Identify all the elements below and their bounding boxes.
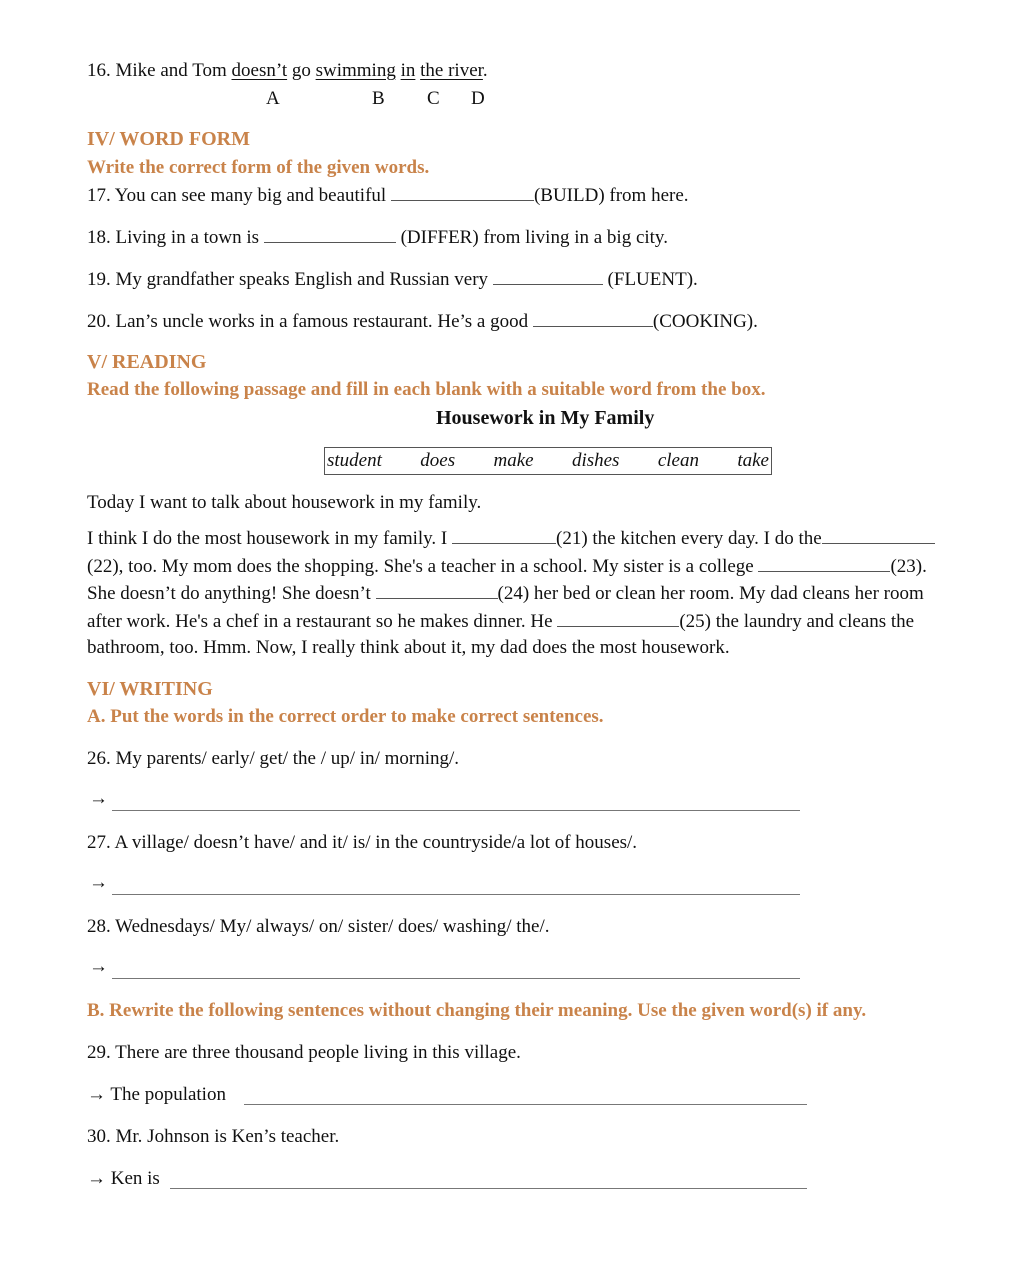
passage-line-5: bathroom, too. Hmm. Now, I really think about it, my dad does the most housework. [87, 637, 730, 658]
passage-line-2 [87, 555, 927, 578]
q19-blank[interactable] [493, 268, 603, 285]
q20-text: 20. Lan’s uncle works in a famous restaurant. He’s a good [87, 311, 529, 332]
q16-label-c: C [427, 88, 440, 109]
section-5-instruction: Read the following passage and fill in each blank with a suitable word from the box. [87, 379, 766, 400]
q16-option-b: swimming [315, 60, 396, 81]
question-29: 29. There are three thousand people living in this village. [87, 1042, 521, 1063]
question-16 [87, 60, 488, 82]
passage-text: (24) her bed or clean her room. My dad cleans her room [497, 583, 924, 604]
section-6-heading: VI/ WRITING [87, 678, 213, 700]
blank-21[interactable] [452, 527, 556, 544]
section-4-heading: IV/ WORD FORM [87, 128, 250, 150]
q16-period: . [482, 60, 488, 81]
section-5-heading: V/ READING [87, 351, 207, 373]
q19-text: 19. My grandfather speaks English and Russian very [87, 269, 489, 290]
q16-label-b: B [372, 88, 385, 109]
blank-24[interactable] [376, 582, 498, 599]
section-4-instruction: Write the correct form of the given words. [87, 157, 430, 178]
passage-text: She doesn’t do anything! She doesn’t [87, 583, 371, 604]
blank-22[interactable] [822, 527, 935, 544]
q16-label-d: D [471, 88, 485, 109]
answer-line-29[interactable] [244, 1104, 807, 1105]
q20-blank[interactable] [533, 310, 653, 327]
q17-text: 17. You can see many big and beautiful [87, 185, 387, 206]
question-20 [87, 310, 758, 333]
word-box [324, 447, 772, 475]
passage-text: I think I do the most housework in my family. I [87, 528, 448, 549]
answer-30-start: → Ken is [87, 1168, 160, 1189]
word-box-item: does [420, 450, 456, 471]
q16-option-d: the river [420, 60, 483, 81]
arrow-icon: → [89, 788, 108, 809]
answer-29-start: → The population [87, 1084, 226, 1105]
blank-23[interactable] [758, 555, 890, 572]
question-30: 30. Mr. Johnson is Ken’s teacher. [87, 1126, 340, 1147]
q18-text: 18. Living in a town is [87, 227, 260, 248]
section-6b-instruction: B. Rewrite the following sentences without changing their meaning. Use the given word(s) if any. [87, 1000, 867, 1021]
word-box-item: student [327, 450, 382, 471]
question-17 [87, 184, 689, 207]
word-box-item: dishes [571, 450, 620, 471]
word-box-item: make [493, 450, 534, 471]
passage-line-1 [87, 527, 935, 550]
q16-option-c: in [400, 60, 416, 81]
question-27: 27. A village/ doesn’t have/ and it/ is/ in the countryside/a lot of houses/. [87, 832, 638, 853]
passage-text: after work. He's a chef in a restaurant so he makes dinner. He [87, 611, 553, 632]
answer-line-30[interactable] [170, 1188, 807, 1189]
answer-line-26[interactable] [112, 810, 800, 811]
passage-line-3 [87, 582, 924, 605]
q16-text-mid: go [291, 60, 311, 81]
passage-text: (22), too. My mom does the shopping. She's a teacher in a school. My sister is a college [87, 556, 754, 577]
question-28: 28. Wednesdays/ My/ always/ on/ sister/ does/ washing/ the/. [87, 916, 550, 937]
answer-line-28[interactable] [112, 978, 800, 979]
passage-title: Housework in My Family [436, 407, 655, 429]
passage-text: (23). [890, 556, 927, 577]
q19-hint: (FLUENT). [607, 269, 698, 290]
q16-option-a: doesn’t [231, 60, 288, 81]
answer-line-27[interactable] [112, 894, 800, 895]
passage-line-4 [87, 610, 914, 633]
q16-text: 16. Mike and Tom [87, 60, 227, 81]
q20-hint: (COOKING). [652, 311, 758, 332]
passage-text: (25) the laundry and cleans the [679, 611, 915, 632]
q17-hint: (BUILD) from here. [533, 185, 689, 206]
q16-label-a: A [266, 88, 280, 109]
arrow-icon: → [89, 872, 108, 893]
passage-text: (21) the kitchen every day. I do the [556, 528, 822, 549]
question-18 [87, 226, 668, 249]
question-26: 26. My parents/ early/ get/ the / up/ in/ morning/. [87, 748, 460, 769]
blank-25[interactable] [557, 610, 679, 627]
question-19 [87, 268, 698, 291]
arrow-icon: → [89, 956, 108, 977]
word-box-item: clean [657, 450, 699, 471]
q18-hint: (DIFFER) from living in a big city. [400, 227, 668, 248]
q18-blank[interactable] [264, 226, 396, 243]
word-box-item: take [737, 450, 769, 471]
q17-blank[interactable] [391, 184, 534, 201]
section-6a-instruction: A. Put the words in the correct order to make correct sentences. [87, 706, 604, 727]
passage-intro: Today I want to talk about housework in my family. [87, 492, 482, 513]
